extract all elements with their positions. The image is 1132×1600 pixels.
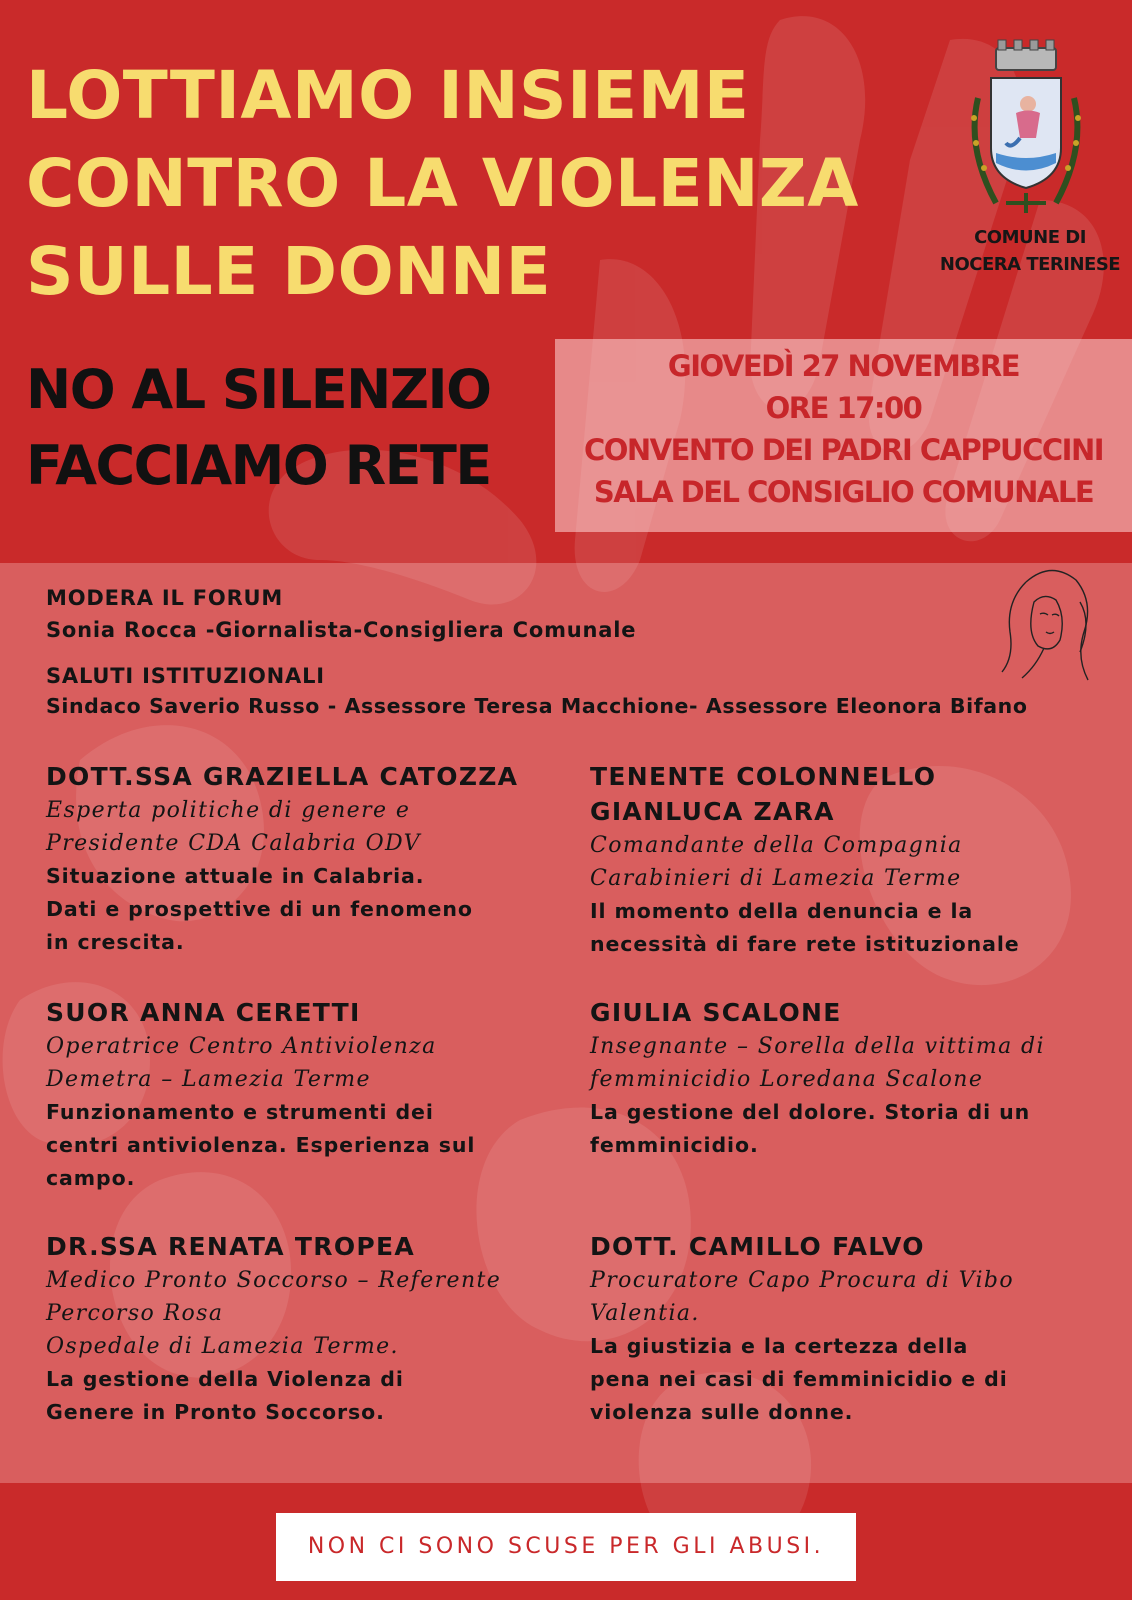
event-date: GIOVEDÌ 27 NOVEMBRE: [667, 349, 1020, 383]
slogan-line: FACCIAMO RETE: [26, 434, 491, 497]
speaker-topic: Il momento della denuncia e la: [590, 899, 974, 923]
greetings-heading: SALUTI ISTITUZIONALI: [46, 664, 325, 688]
speaker-topic: centri antiviolenza. Esperienza sul: [46, 1133, 476, 1157]
speaker-topic: La giustizia e la certezza della: [590, 1334, 969, 1358]
speaker-card: [590, 759, 1110, 961]
speaker-role: Procuratore Capo Procura di Vibo: [590, 1268, 1015, 1293]
municipality-line: NOCERA TERINESE: [939, 254, 1121, 275]
speaker-name: DOTT. CAMILLO FALVO: [590, 1232, 925, 1261]
title-line: SULLE DONNE: [26, 233, 552, 310]
speaker-topic: necessità di fare rete istituzionale: [590, 932, 1020, 956]
speaker-topic: La gestione della Violenza di: [46, 1367, 404, 1391]
speaker-role: Presidente CDA Calabria ODV: [46, 831, 421, 856]
speaker-topic: in crescita.: [46, 930, 185, 954]
speaker-card: [46, 995, 566, 1195]
title-line: LOTTIAMO INSIEME: [26, 57, 750, 134]
greetings-text: Sindaco Saverio Russo - Assessore Teresa Macchione- Assessore Eleonora Bifano: [46, 694, 1028, 718]
speaker-topic: Dati e prospettive di un fenomeno: [46, 897, 473, 921]
speaker-name: GIULIA SCALONE: [590, 998, 842, 1027]
event-place: CONVENTO DEI PADRI CAPPUCCINI: [583, 433, 1104, 467]
speaker-name: DR.SSA RENATA TROPEA: [46, 1232, 416, 1261]
speaker-card: [590, 995, 1110, 1162]
speaker-card: [46, 759, 566, 959]
speaker-card: [46, 1229, 566, 1429]
speaker-name: TENENTE COLONNELLO: [590, 762, 937, 791]
speaker-topic: campo.: [46, 1166, 136, 1190]
speaker-topic: La gestione del dolore. Storia di un: [590, 1100, 1031, 1124]
woman-face-line-icon: [996, 562, 1096, 686]
speaker-role: Ospedale di Lamezia Terme.: [46, 1334, 399, 1359]
speaker-role: Medico Pronto Soccorso – Referente: [46, 1268, 502, 1293]
speaker-topic: violenza sulle donne.: [590, 1400, 854, 1424]
speaker-role: Valentia.: [590, 1301, 700, 1326]
speaker-topic: femminicidio.: [590, 1133, 759, 1157]
coat-of-arms-icon: [966, 38, 1086, 218]
speaker-role: Esperta politiche di genere e: [46, 798, 411, 823]
speaker-role: Demetra – Lamezia Terme: [46, 1067, 371, 1092]
event-room: SALA DEL CONSIGLIO COMUNALE: [593, 475, 1094, 509]
speaker-topic: Funzionamento e strumenti dei: [46, 1100, 434, 1124]
event-time: ORE 17:00: [765, 391, 922, 425]
slogan: [26, 352, 491, 504]
speaker-name: DOTT.SSA GRAZIELLA CATOZZA: [46, 762, 519, 791]
speaker-topic: Situazione attuale in Calabria.: [46, 864, 425, 888]
main-title: [26, 52, 859, 316]
speaker-role: Operatrice Centro Antiviolenza: [46, 1034, 437, 1059]
municipality-line: COMUNE DI: [974, 227, 1086, 248]
speaker-role: Percorso Rosa: [46, 1301, 224, 1326]
speaker-role: Insegnante – Sorella della vittima di: [590, 1034, 1045, 1059]
speaker-topic: Genere in Pronto Soccorso.: [46, 1400, 385, 1424]
footer-banner: NON CI SONO SCUSE PER GLI ABUSI.: [276, 1513, 856, 1581]
title-line: CONTRO LA VIOLENZA: [26, 145, 859, 222]
slogan-line: NO AL SILENZIO: [26, 358, 491, 421]
speaker-name: GIANLUCA ZARA: [590, 797, 835, 826]
speaker-name: SUOR ANNA CERETTI: [46, 998, 361, 1027]
moderator-text: Sonia Rocca -Giornalista-Consigliera Comunale: [46, 618, 637, 642]
speaker-role: Comandante della Compagnia: [590, 833, 963, 858]
speaker-topic: pena nei casi di femminicidio e di: [590, 1367, 1008, 1391]
speaker-card: [590, 1229, 1110, 1429]
moderator-heading: MODERA IL FORUM: [46, 586, 284, 610]
event-info-box: [555, 339, 1132, 532]
speaker-role: Carabinieri di Lamezia Terme: [590, 866, 962, 891]
municipality-name: [925, 224, 1132, 278]
speaker-role: femminicidio Loredana Scalone: [590, 1067, 984, 1092]
